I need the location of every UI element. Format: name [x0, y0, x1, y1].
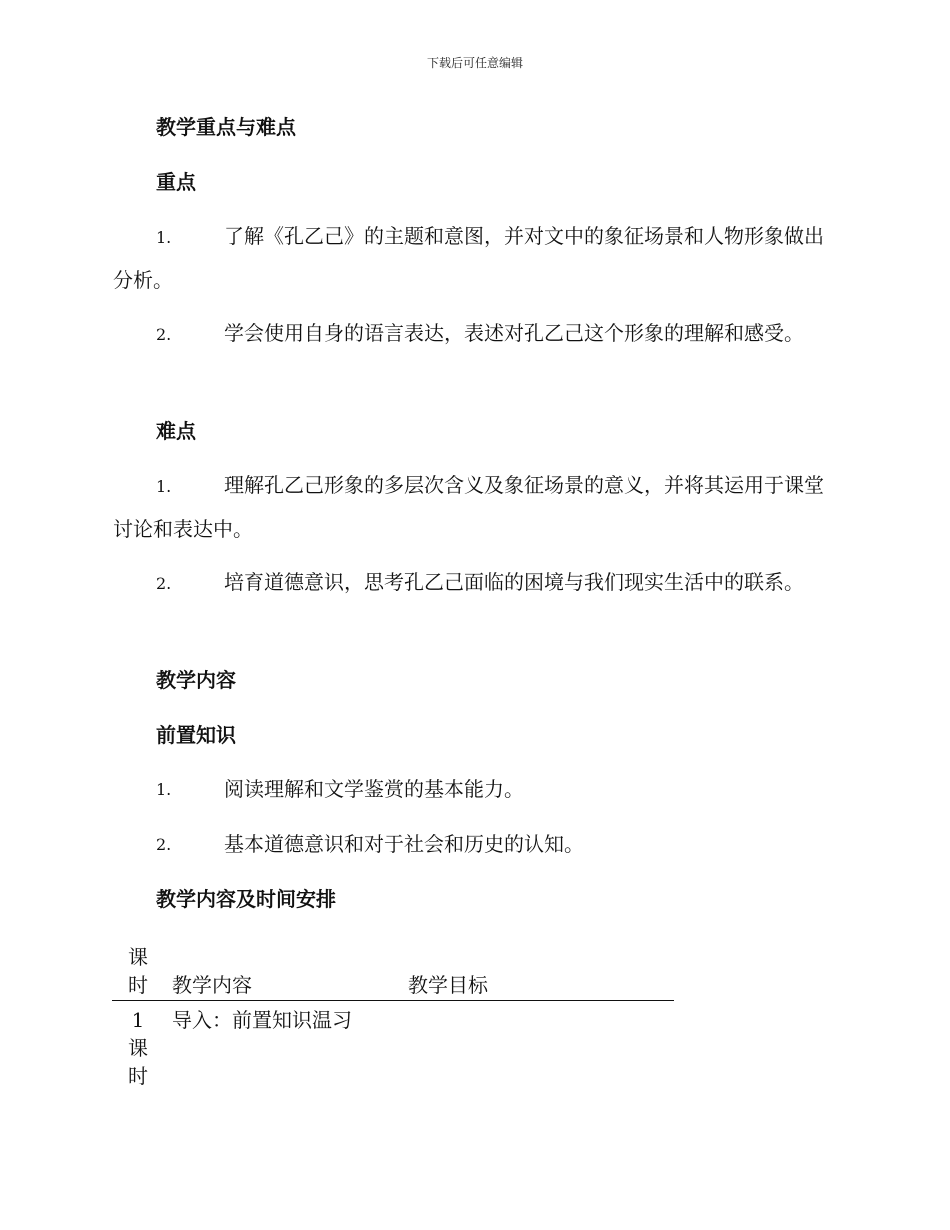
section-title-content: 教学内容: [156, 668, 236, 692]
difficulty-item-1-text: 理解孔乙己形象的多层次含义及象征场景的意义，并将其运用于课堂讨论和表达中。: [113, 473, 824, 541]
prior-item-2-text: 基本道德意识和对于社会和历史的认知。: [224, 832, 584, 856]
difficulty-item-2-text: 培育道德意识，思考孔乙己面临的困境与我们现实生活中的联系。: [224, 570, 804, 594]
table-header-rule: [112, 1000, 674, 1001]
table-row-1-content: 导入：前置知识温习: [172, 1008, 352, 1032]
key-item-1-number: 1.: [156, 228, 172, 247]
table-header-content: 教学内容: [172, 973, 252, 997]
section-title-focus: 教学重点与难点: [156, 115, 296, 139]
page-header: 下载后可任意编辑: [426, 56, 523, 70]
difficulty-item-1-number: 1.: [156, 477, 172, 496]
key-item-2-text: 学会使用自身的语言表达，表述对孔乙己这个形象的理解和感受。: [224, 321, 804, 345]
prior-item-2-number: 2.: [156, 835, 172, 854]
key-item-1-text: 了解《孔乙己》的主题和意图，并对文中的象征场景和人物形象做出分析。: [113, 224, 824, 292]
section-title-difficulty: 难点: [156, 419, 196, 443]
table-header-period-1: 课: [128, 945, 148, 969]
section-title-prior: 前置知识: [156, 723, 236, 747]
table-row-1-period-1: 1: [131, 1008, 145, 1032]
table-header-goal: 教学目标: [408, 973, 488, 997]
difficulty-item-2-number: 2.: [156, 574, 172, 593]
section-title-key: 重点: [156, 170, 196, 194]
section-title-schedule: 教学内容及时间安排: [156, 887, 336, 911]
key-item-2-number: 2.: [156, 325, 172, 344]
prior-item-1-text: 阅读理解和文学鉴赏的基本能力。: [224, 777, 524, 801]
table-row-1-period-2: 课: [128, 1036, 148, 1060]
table-row-1-period-3: 时: [128, 1064, 148, 1088]
prior-item-1-number: 1.: [156, 780, 172, 799]
table-header-period-2: 时: [128, 973, 148, 997]
